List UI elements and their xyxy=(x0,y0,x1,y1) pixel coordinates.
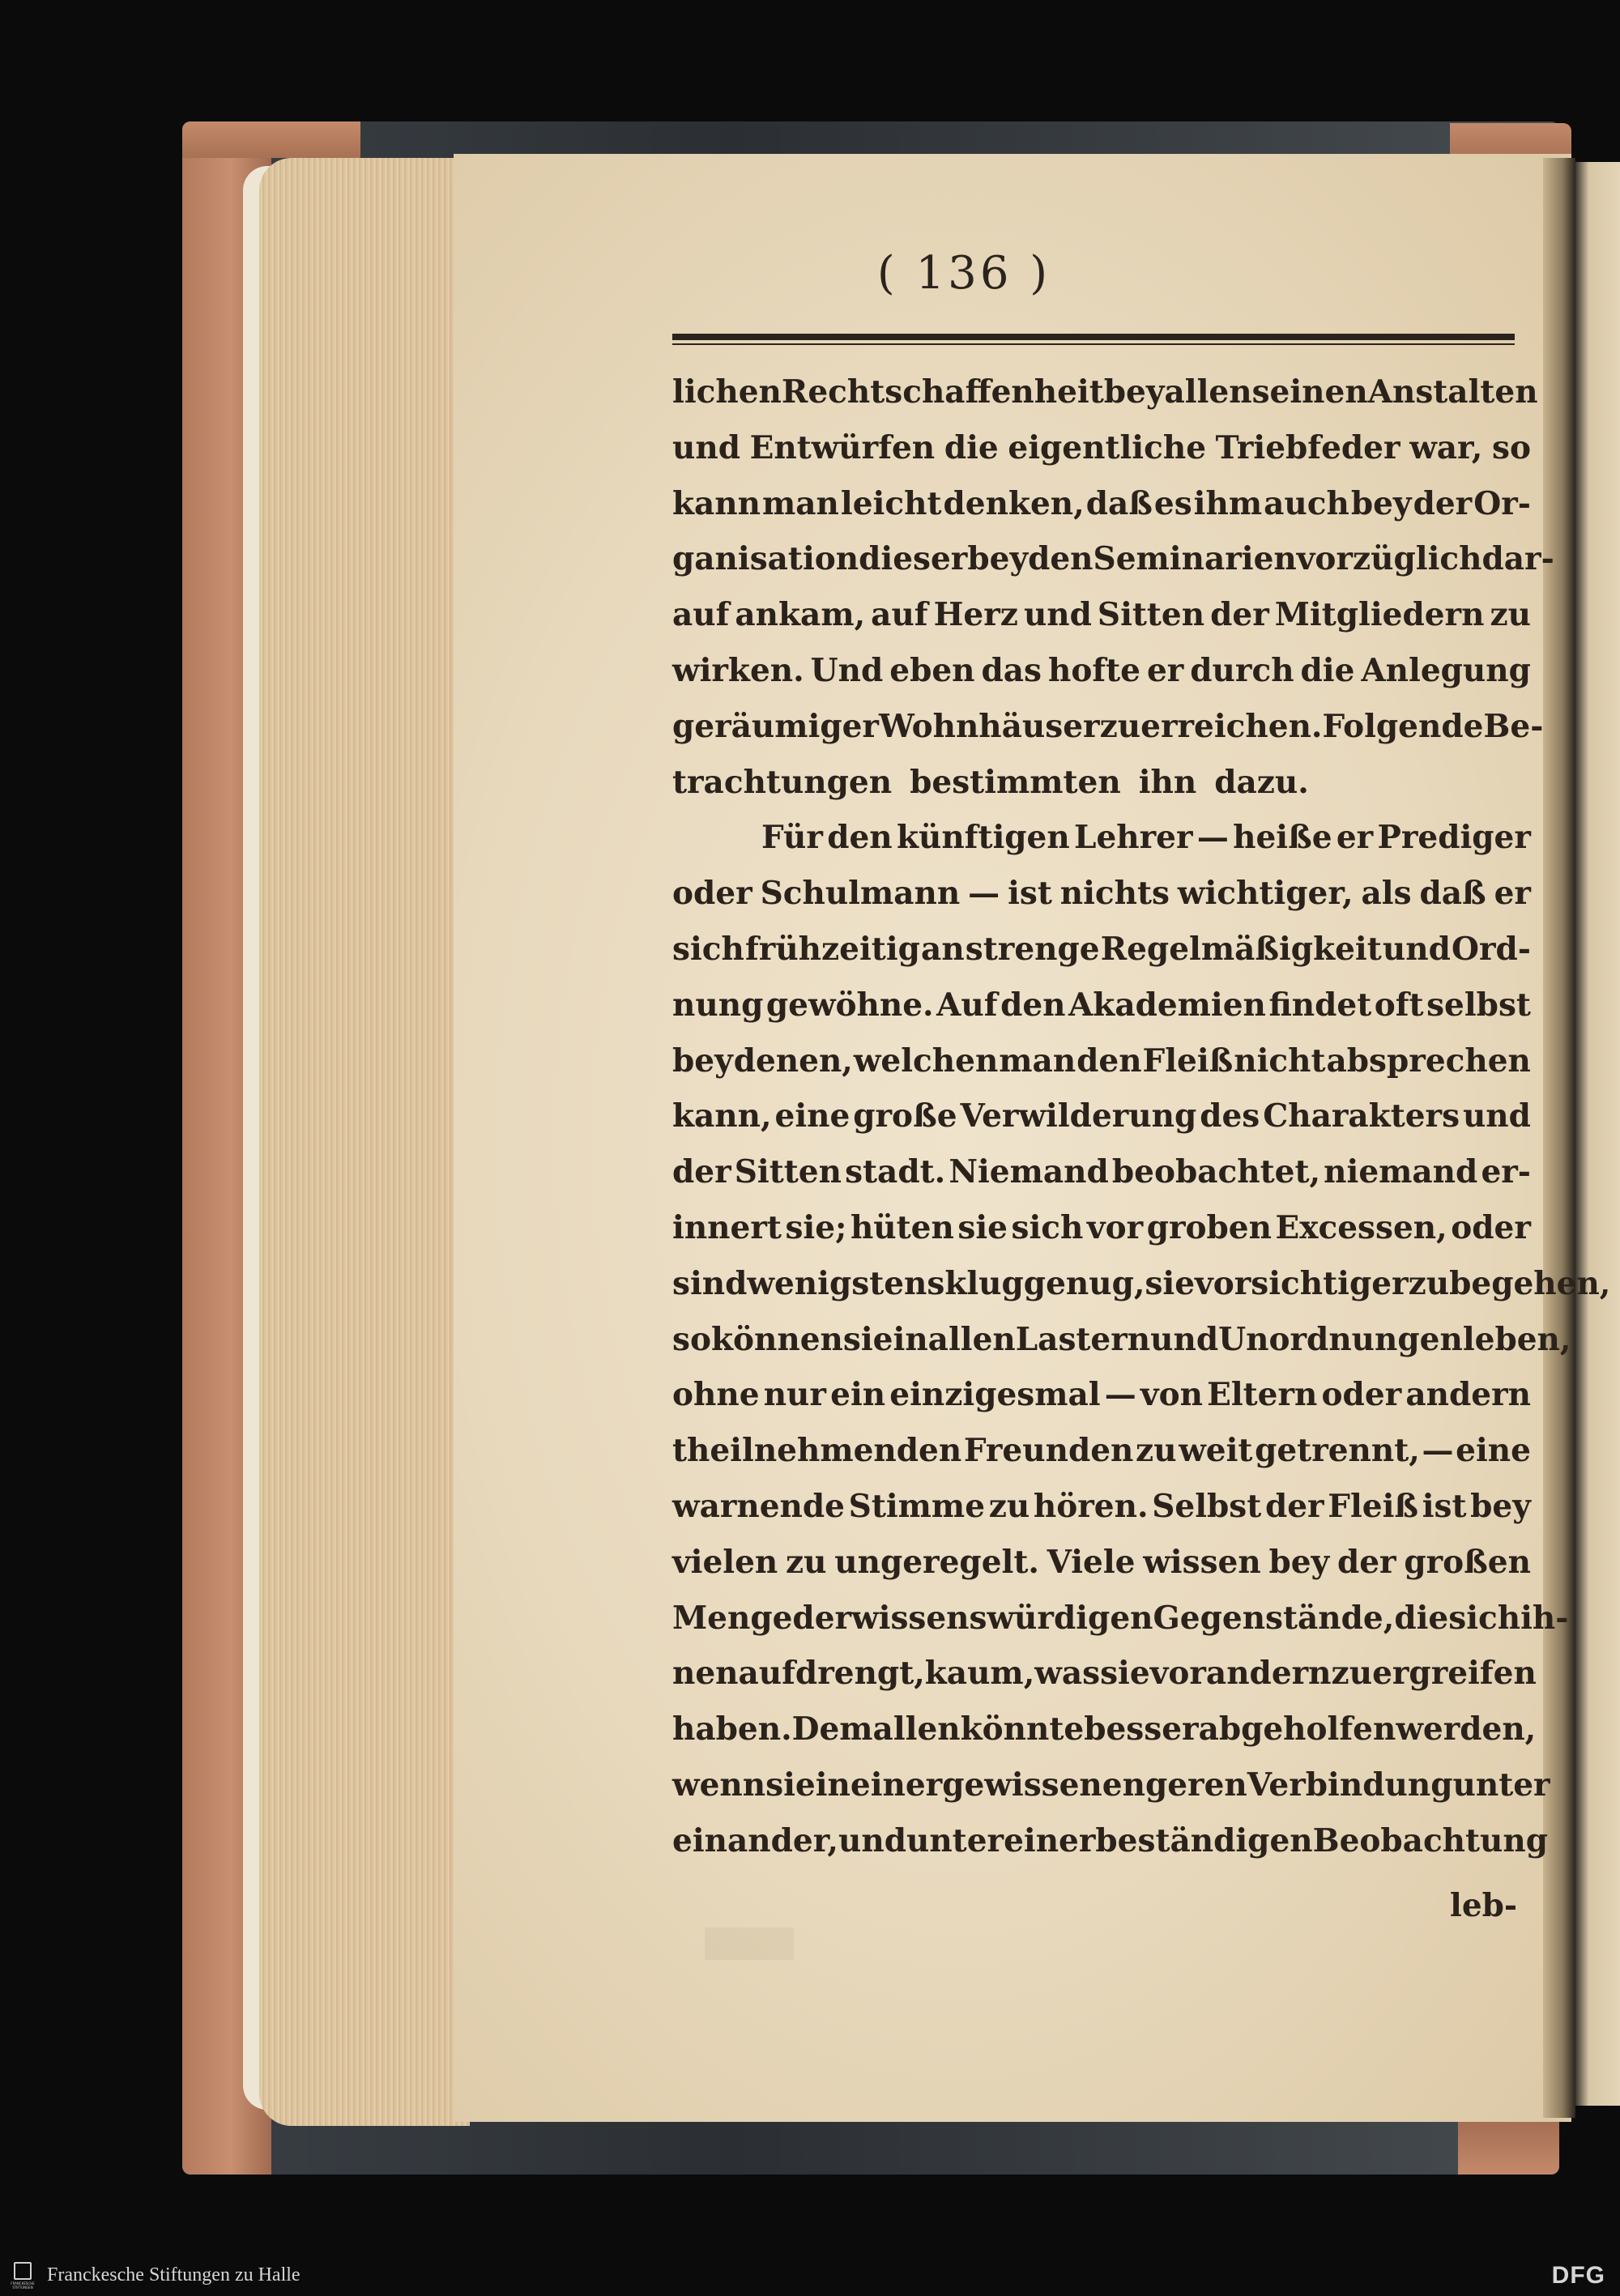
word: sie; xyxy=(785,1208,847,1246)
word: und xyxy=(672,428,740,466)
text-line xyxy=(672,1033,1531,1089)
body-text xyxy=(672,364,1611,1869)
word: die xyxy=(1300,651,1355,689)
word: kann xyxy=(672,484,761,522)
word: Akademien xyxy=(1068,986,1266,1024)
word: Mitgliedern xyxy=(1274,596,1485,634)
word: warnende xyxy=(672,1487,845,1525)
word: kann, xyxy=(672,1097,772,1135)
word: sie xyxy=(1100,1655,1150,1693)
word: den xyxy=(1000,986,1066,1024)
word: beobachtet, xyxy=(1111,1153,1321,1191)
word: begehen, xyxy=(1449,1264,1611,1302)
word: unter xyxy=(906,1821,1004,1859)
word: gewissen xyxy=(942,1766,1102,1804)
word: Regelmäßigkeit xyxy=(1100,930,1382,968)
word: Freunden xyxy=(963,1432,1134,1470)
word: auf xyxy=(871,596,928,634)
text-line xyxy=(672,420,1531,476)
word: ist xyxy=(1422,1487,1467,1525)
word: Anstalten xyxy=(1367,373,1538,411)
word: sind xyxy=(672,1264,748,1302)
word: aufdrengt, xyxy=(738,1655,925,1693)
word: findet xyxy=(1268,986,1372,1024)
word: Charakters xyxy=(1263,1097,1460,1135)
word: allen xyxy=(1164,373,1252,411)
word: das xyxy=(981,651,1042,689)
word: Eltern xyxy=(1207,1376,1318,1414)
word: er xyxy=(1494,875,1531,913)
word: sich xyxy=(1011,1208,1084,1246)
word: nen xyxy=(672,1655,739,1693)
text-line xyxy=(672,1200,1531,1256)
word: leicht xyxy=(840,484,942,522)
word: Herz xyxy=(933,596,1018,634)
word: er xyxy=(1146,651,1184,689)
word: andern xyxy=(1205,1655,1332,1693)
word: Lastern xyxy=(1015,1320,1151,1358)
text-line xyxy=(672,1479,1531,1535)
word: großen xyxy=(1404,1543,1531,1581)
word: nung xyxy=(672,986,764,1024)
word: allen xyxy=(927,1320,1016,1358)
word: bey xyxy=(1470,1487,1531,1525)
word: oft xyxy=(1374,986,1424,1024)
word: sich xyxy=(1448,1599,1521,1637)
word: dazu. xyxy=(1214,763,1309,801)
word: Excessen, xyxy=(1275,1208,1447,1246)
word: theilnehmenden xyxy=(672,1432,962,1470)
text-line xyxy=(672,810,1531,866)
word: zu xyxy=(988,1487,1030,1525)
word: haben. xyxy=(672,1710,792,1749)
word: künftigen xyxy=(896,819,1070,857)
word: ergreifen xyxy=(1372,1655,1537,1693)
word: Beobachtung xyxy=(1312,1821,1549,1859)
word: bey xyxy=(672,1042,733,1080)
word: beständigen xyxy=(1095,1821,1313,1859)
word: bey xyxy=(1268,1543,1330,1581)
leather-corner-top-left xyxy=(182,121,360,158)
word: Menge xyxy=(672,1599,793,1637)
institution-name: Franckesche Stiftungen zu Halle xyxy=(47,2264,301,2285)
word: eben xyxy=(889,651,975,689)
word: Entwürfen xyxy=(749,428,936,466)
word: seinen xyxy=(1251,373,1368,411)
word: werden, xyxy=(1396,1710,1537,1749)
text-line xyxy=(672,978,1531,1033)
word: der xyxy=(1210,596,1269,634)
page-stack-edges xyxy=(259,158,470,2126)
word: welchen xyxy=(853,1042,999,1080)
word: Fleiß xyxy=(1142,1042,1234,1080)
word: gewöhne. xyxy=(765,986,934,1024)
text-line xyxy=(672,1367,1531,1423)
text-line xyxy=(672,866,1531,922)
word: man xyxy=(762,484,839,522)
word: in xyxy=(815,1766,850,1804)
word: vorzüglich xyxy=(1296,540,1482,578)
leather-corner-bottom-right xyxy=(1458,2114,1559,2175)
word: ungeregelt. xyxy=(834,1543,1039,1581)
word: durch xyxy=(1190,651,1294,689)
word: andern xyxy=(1405,1376,1531,1414)
word: denken, xyxy=(943,484,1085,522)
word: strenge xyxy=(965,930,1100,968)
word: — xyxy=(1196,819,1229,857)
word: zu xyxy=(1490,596,1531,634)
header-rule xyxy=(672,334,1515,340)
text-line xyxy=(672,1088,1531,1144)
word: Sitten xyxy=(734,1153,842,1191)
word: an xyxy=(921,930,965,968)
text-line xyxy=(672,1535,1531,1591)
word: Schulmann xyxy=(760,875,961,913)
word: Prediger xyxy=(1377,819,1531,857)
funder-logo: DFG xyxy=(1551,2262,1605,2289)
word: hüten xyxy=(850,1208,954,1246)
word: sich xyxy=(672,930,744,968)
word: stadt. xyxy=(845,1153,946,1191)
text-line xyxy=(672,1256,1611,1312)
word: dieser xyxy=(859,540,968,578)
word: absprechen xyxy=(1326,1042,1531,1080)
word: der xyxy=(1264,1487,1324,1525)
logo-mark-icon xyxy=(14,2262,32,2280)
word: nichts xyxy=(1059,875,1170,913)
word: die xyxy=(1394,1599,1449,1637)
word: hofte xyxy=(1047,651,1140,689)
word: trachtungen xyxy=(672,763,893,801)
word: es xyxy=(1153,484,1192,522)
institution-logo xyxy=(8,2262,37,2293)
word: groben xyxy=(1146,1208,1272,1246)
word: ganisation xyxy=(672,540,859,578)
text-line xyxy=(672,1144,1531,1200)
word: klug xyxy=(944,1264,1024,1302)
word: eine xyxy=(774,1097,850,1135)
word: einer xyxy=(1004,1821,1096,1859)
word: zu xyxy=(1331,1655,1373,1693)
word: heiße xyxy=(1233,819,1332,857)
text-line xyxy=(672,364,1538,420)
word: und xyxy=(1023,596,1092,634)
word: Wohnhäuser xyxy=(878,707,1100,745)
word: und xyxy=(838,1821,906,1859)
word: der xyxy=(1336,1543,1396,1581)
word: dar- xyxy=(1481,540,1554,578)
word: Auf xyxy=(936,986,998,1024)
word: Stimme xyxy=(848,1487,986,1525)
word: denen, xyxy=(733,1042,853,1080)
word: auf xyxy=(672,596,730,634)
word: sie xyxy=(765,1766,816,1804)
word: von xyxy=(1140,1376,1203,1414)
word: zu xyxy=(786,1543,827,1581)
word: oder xyxy=(1321,1376,1402,1414)
page-number-header: ( 136 ) xyxy=(876,247,1051,300)
word: Ord- xyxy=(1451,930,1531,968)
word: — xyxy=(968,875,1000,913)
word: als xyxy=(1361,875,1412,913)
word: Dem xyxy=(791,1710,873,1749)
word: engeren xyxy=(1102,1766,1247,1804)
word: den xyxy=(827,819,893,857)
text-line xyxy=(672,476,1531,532)
word: Folgende xyxy=(1322,707,1484,745)
word: und xyxy=(1382,930,1451,968)
word: sie xyxy=(957,1208,1008,1246)
word: ohne xyxy=(672,1376,760,1414)
text-line xyxy=(672,531,1554,587)
word: Verbindung xyxy=(1247,1766,1453,1804)
text-line xyxy=(672,1813,1549,1869)
text-line xyxy=(672,699,1544,755)
word: den xyxy=(1076,1042,1142,1080)
logo-caption: FRANCKESCHE STIFTUNGEN xyxy=(11,2281,35,2290)
word: wenn xyxy=(672,1766,766,1804)
word: Und xyxy=(810,651,884,689)
word: Seminarien xyxy=(1093,540,1297,578)
word: wissen xyxy=(1143,1543,1261,1581)
word: auch xyxy=(1264,484,1349,522)
word: wirken. xyxy=(672,651,804,689)
word: der xyxy=(672,1153,731,1191)
text-line xyxy=(672,1312,1571,1368)
word: genug, xyxy=(1023,1264,1145,1302)
word: sie xyxy=(1145,1264,1196,1302)
word: — xyxy=(1422,1432,1454,1470)
word: Or- xyxy=(1473,484,1531,522)
word: man xyxy=(999,1042,1076,1080)
word: Rechtschaffenheit xyxy=(781,373,1104,411)
word: besser xyxy=(1084,1710,1199,1749)
word: beyden xyxy=(967,540,1094,578)
facing-page-sliver xyxy=(1575,162,1620,2106)
word: ist xyxy=(1008,875,1052,913)
word: so xyxy=(1491,428,1531,466)
word: können xyxy=(710,1320,843,1358)
word: die xyxy=(944,428,999,466)
word: ih- xyxy=(1520,1599,1569,1637)
text-line xyxy=(672,587,1531,643)
word: — xyxy=(1104,1376,1136,1414)
word: nur xyxy=(763,1376,826,1414)
ink-show-through xyxy=(705,1928,794,1960)
word: Triebfeder xyxy=(1215,428,1400,466)
word: der xyxy=(792,1599,852,1637)
text-line xyxy=(672,922,1531,978)
word: zu xyxy=(1099,707,1141,745)
header-rule-thin xyxy=(672,343,1515,345)
text-line xyxy=(672,1757,1550,1813)
word: abgeholfen xyxy=(1198,1710,1396,1749)
word: frühzeitig xyxy=(745,930,920,968)
word: könnte xyxy=(960,1710,1085,1749)
word: Anlegung xyxy=(1361,651,1531,689)
word: wichtiger, xyxy=(1177,875,1354,913)
word: bey xyxy=(1103,373,1165,411)
word: vor xyxy=(1149,1655,1206,1693)
word: vorsichtiger xyxy=(1195,1264,1409,1302)
word: kaum, xyxy=(924,1655,1035,1693)
word: vor xyxy=(1086,1208,1144,1246)
word: er xyxy=(1336,819,1374,857)
word: Gegenstände, xyxy=(1153,1599,1395,1637)
word: lichen xyxy=(672,373,782,411)
word: Be- xyxy=(1483,707,1544,745)
word: wenigstens xyxy=(747,1264,945,1302)
word: in xyxy=(893,1320,928,1358)
word: leben, xyxy=(1462,1320,1571,1358)
word: vielen xyxy=(672,1543,778,1581)
word: ein xyxy=(830,1376,886,1414)
word: Verwilderung xyxy=(960,1097,1197,1135)
word: innert xyxy=(672,1208,782,1246)
word: so xyxy=(672,1320,711,1358)
word: eine xyxy=(1456,1432,1531,1470)
word: Niemand xyxy=(949,1153,1109,1191)
word: einander, xyxy=(672,1821,838,1859)
word: Sitten xyxy=(1097,596,1205,634)
text-line xyxy=(672,643,1531,699)
word: Lehrer xyxy=(1074,819,1193,857)
word: sie xyxy=(842,1320,893,1358)
word: wissenswürdigen xyxy=(851,1599,1153,1637)
word: zu xyxy=(1408,1264,1450,1302)
text-line xyxy=(672,1702,1537,1757)
word: ankam, xyxy=(735,596,866,634)
text-line xyxy=(672,1423,1531,1479)
word: er- xyxy=(1481,1153,1531,1191)
word: was xyxy=(1034,1655,1101,1693)
text-line xyxy=(672,1591,1569,1646)
word: nicht xyxy=(1234,1042,1326,1080)
word: ihn xyxy=(1138,763,1197,801)
word: einer xyxy=(850,1766,943,1804)
word: und xyxy=(1462,1097,1531,1135)
word: hören. xyxy=(1033,1487,1149,1525)
word: weit xyxy=(1179,1432,1253,1470)
word: oder xyxy=(1451,1208,1531,1246)
word: daß xyxy=(1085,484,1153,522)
word: Unordnungen xyxy=(1218,1320,1463,1358)
word: Selbst xyxy=(1152,1487,1262,1525)
word: bey xyxy=(1350,484,1412,522)
word: und xyxy=(1150,1320,1219,1358)
word: getrennt, xyxy=(1255,1432,1420,1470)
word: daß xyxy=(1419,875,1486,913)
word: unter xyxy=(1452,1766,1550,1804)
word: erreichen. xyxy=(1140,707,1323,745)
word: ihm xyxy=(1193,484,1263,522)
word: geräumiger xyxy=(672,707,879,745)
word: oder xyxy=(672,875,752,913)
word: allen xyxy=(872,1710,961,1749)
word: Für xyxy=(761,819,823,857)
word: einzigesmal xyxy=(889,1376,1101,1414)
text-line xyxy=(672,1646,1537,1702)
word: Fleiß xyxy=(1328,1487,1419,1525)
word: große xyxy=(853,1097,957,1135)
word: eigentliche xyxy=(1008,428,1207,466)
word: der xyxy=(1413,484,1473,522)
word: des xyxy=(1200,1097,1260,1135)
word: zu xyxy=(1136,1432,1177,1470)
word: selbst xyxy=(1426,986,1531,1024)
word: niemand xyxy=(1324,1153,1478,1191)
catchword: leb- xyxy=(1450,1887,1518,1924)
word: Viele xyxy=(1047,1543,1136,1581)
word: war, xyxy=(1409,428,1483,466)
word: bestimmten xyxy=(910,763,1121,801)
text-line xyxy=(672,755,1531,811)
